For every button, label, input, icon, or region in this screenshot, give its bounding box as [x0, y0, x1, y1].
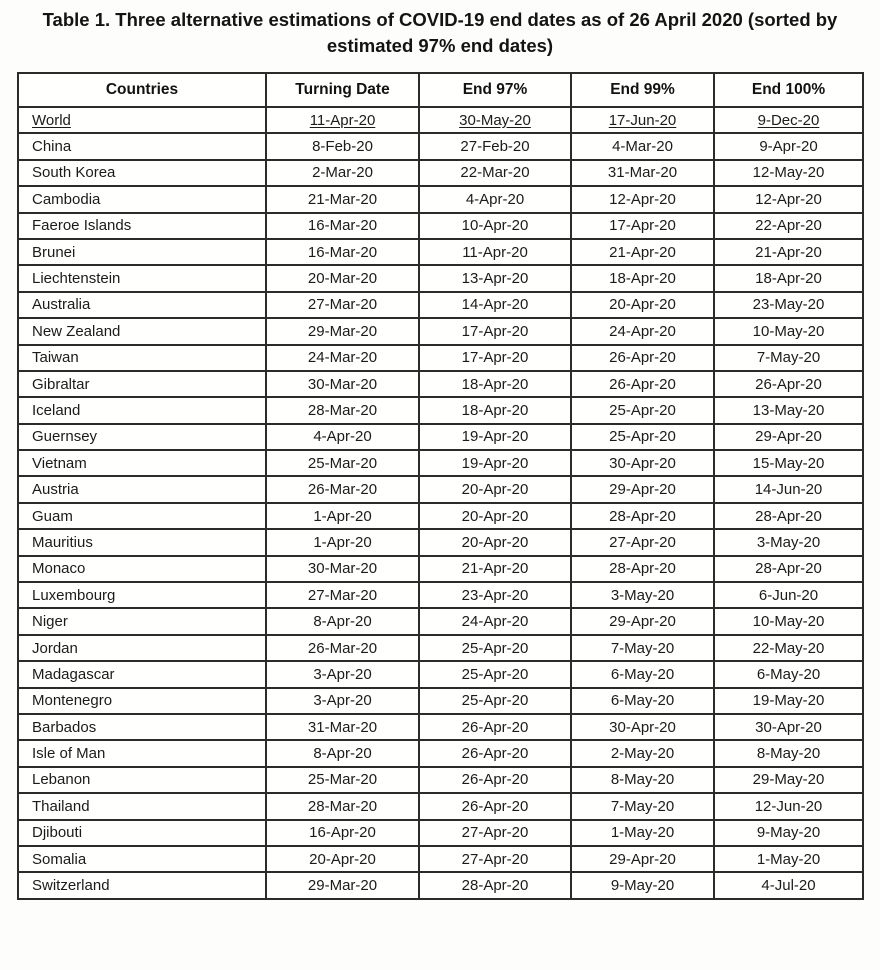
end-99-cell: 18-Apr-20 [571, 265, 714, 291]
country-cell: Taiwan [18, 345, 266, 371]
country-cell: Brunei [18, 239, 266, 265]
turning-date-cell: 8-Apr-20 [266, 740, 419, 766]
table-row [18, 529, 863, 555]
end-97-cell: 28-Apr-20 [419, 872, 571, 898]
country-cell: Luxembourg [18, 582, 266, 608]
turning-date-cell: 16-Mar-20 [266, 213, 419, 239]
end-100-cell: 29-May-20 [714, 767, 863, 793]
table-row [18, 318, 863, 344]
end-99-cell: 30-Apr-20 [571, 714, 714, 740]
end-99-cell: 7-May-20 [571, 793, 714, 819]
end-99-cell: 31-Mar-20 [571, 160, 714, 186]
turning-date-cell: 1-Apr-20 [266, 503, 419, 529]
end-97-cell: 27-Feb-20 [419, 133, 571, 159]
end-99-cell: 8-May-20 [571, 767, 714, 793]
end-97-cell: 19-Apr-20 [419, 450, 571, 476]
end-100-cell: 7-May-20 [714, 345, 863, 371]
end-100-cell: 12-May-20 [714, 160, 863, 186]
end-97-cell: 18-Apr-20 [419, 397, 571, 423]
end-100-cell: 3-May-20 [714, 529, 863, 555]
end-99-cell: 3-May-20 [571, 582, 714, 608]
country-cell: Barbados [18, 714, 266, 740]
column-header-end-100: End 100% [714, 73, 863, 107]
turning-date-cell: 31-Mar-20 [266, 714, 419, 740]
table-row [18, 635, 863, 661]
end-100-cell: 21-Apr-20 [714, 239, 863, 265]
end-97-cell: 24-Apr-20 [419, 608, 571, 634]
end-100-cell: 12-Jun-20 [714, 793, 863, 819]
end-97-cell: 26-Apr-20 [419, 714, 571, 740]
end-100-cell: 22-May-20 [714, 635, 863, 661]
table-row [18, 714, 863, 740]
country-cell: Jordan [18, 635, 266, 661]
turning-date-cell: 3-Apr-20 [266, 688, 419, 714]
table-row [18, 397, 863, 423]
end-97-cell: 26-Apr-20 [419, 767, 571, 793]
turning-date-cell: 20-Mar-20 [266, 265, 419, 291]
end-100-cell: 18-Apr-20 [714, 265, 863, 291]
table-row [18, 292, 863, 318]
end-97-cell: 20-Apr-20 [419, 476, 571, 502]
end-97-cell: 17-Apr-20 [419, 318, 571, 344]
end-99-cell: 21-Apr-20 [571, 239, 714, 265]
end-97-cell: 10-Apr-20 [419, 213, 571, 239]
end-99-cell: 24-Apr-20 [571, 318, 714, 344]
column-header-countries: Countries [18, 73, 266, 107]
header-row [18, 73, 863, 107]
end-100-cell: 22-Apr-20 [714, 213, 863, 239]
table-row [18, 265, 863, 291]
country-cell: Guernsey [18, 424, 266, 450]
end-99-cell: 1-May-20 [571, 820, 714, 846]
country-cell: Guam [18, 503, 266, 529]
country-cell: Niger [18, 608, 266, 634]
turning-date-cell: 8-Apr-20 [266, 608, 419, 634]
table-row [18, 450, 863, 476]
table-row [18, 556, 863, 582]
table-row [18, 476, 863, 502]
country-cell: Australia [18, 292, 266, 318]
end-100-cell: 10-May-20 [714, 318, 863, 344]
turning-date-cell: 1-Apr-20 [266, 529, 419, 555]
end-97-cell: 18-Apr-20 [419, 371, 571, 397]
end-100-cell: 6-Jun-20 [714, 582, 863, 608]
country-cell: Austria [18, 476, 266, 502]
end-97-cell: 20-Apr-20 [419, 529, 571, 555]
table-row [18, 186, 863, 212]
table-row [18, 661, 863, 687]
end-100-cell: 29-Apr-20 [714, 424, 863, 450]
end-100-cell: 15-May-20 [714, 450, 863, 476]
end-97-cell: 25-Apr-20 [419, 688, 571, 714]
table-title [0, 0, 880, 59]
turning-date-cell: 4-Apr-20 [266, 424, 419, 450]
turning-date-cell: 28-Mar-20 [266, 793, 419, 819]
end-99-cell: 30-Apr-20 [571, 450, 714, 476]
column-header-end-97: End 97% [419, 73, 571, 107]
end-97-cell: 21-Apr-20 [419, 556, 571, 582]
country-cell: Madagascar [18, 661, 266, 687]
country-cell: Vietnam [18, 450, 266, 476]
end-99-cell: 29-Apr-20 [571, 846, 714, 872]
end-97-cell: 20-Apr-20 [419, 503, 571, 529]
end-99-cell: 26-Apr-20 [571, 371, 714, 397]
end-97-cell: 13-Apr-20 [419, 265, 571, 291]
country-cell: Monaco [18, 556, 266, 582]
end-99-cell: 29-Apr-20 [571, 476, 714, 502]
country-cell: Mauritius [18, 529, 266, 555]
country-cell: New Zealand [18, 318, 266, 344]
end-97-cell: 23-Apr-20 [419, 582, 571, 608]
end-99-cell: 20-Apr-20 [571, 292, 714, 318]
end-100-cell: 8-May-20 [714, 740, 863, 766]
table-body [18, 107, 863, 899]
end-97-cell: 19-Apr-20 [419, 424, 571, 450]
turning-date-cell: 24-Mar-20 [266, 345, 419, 371]
end-97-cell: 26-Apr-20 [419, 740, 571, 766]
country-cell: Djibouti [18, 820, 266, 846]
end-99-cell: 17-Jun-20 [571, 107, 714, 133]
turning-date-cell: 28-Mar-20 [266, 397, 419, 423]
turning-date-cell: 8-Feb-20 [266, 133, 419, 159]
table-title-line1: Table 1. Three alternative estimations of COVID-19 end dates as of 26 April 2020 (sorted by [42, 9, 838, 30]
column-header-end-99: End 99% [571, 73, 714, 107]
end-97-cell: 17-Apr-20 [419, 345, 571, 371]
end-97-cell: 25-Apr-20 [419, 635, 571, 661]
end-100-cell: 13-May-20 [714, 397, 863, 423]
end-97-cell: 30-May-20 [419, 107, 571, 133]
turning-date-cell: 26-Mar-20 [266, 476, 419, 502]
turning-date-cell: 20-Apr-20 [266, 846, 419, 872]
turning-date-cell: 29-Mar-20 [266, 318, 419, 344]
table-row [18, 846, 863, 872]
turning-date-cell: 16-Apr-20 [266, 820, 419, 846]
end-99-cell: 6-May-20 [571, 661, 714, 687]
country-cell: Lebanon [18, 767, 266, 793]
end-97-cell: 4-Apr-20 [419, 186, 571, 212]
end-99-cell: 6-May-20 [571, 688, 714, 714]
end-100-cell: 26-Apr-20 [714, 371, 863, 397]
table-row [18, 424, 863, 450]
table-row [18, 213, 863, 239]
end-100-cell: 9-Dec-20 [714, 107, 863, 133]
turning-date-cell: 29-Mar-20 [266, 872, 419, 898]
end-100-cell: 19-May-20 [714, 688, 863, 714]
turning-date-cell: 30-Mar-20 [266, 371, 419, 397]
turning-date-cell: 25-Mar-20 [266, 450, 419, 476]
turning-date-cell: 27-Mar-20 [266, 292, 419, 318]
turning-date-cell: 25-Mar-20 [266, 767, 419, 793]
end-99-cell: 4-Mar-20 [571, 133, 714, 159]
turning-date-cell: 11-Apr-20 [266, 107, 419, 133]
table-title-line2: estimated 97% end dates) [326, 35, 554, 56]
end-97-cell: 27-Apr-20 [419, 846, 571, 872]
country-cell: World [18, 107, 266, 133]
table-row [18, 371, 863, 397]
end-99-cell: 26-Apr-20 [571, 345, 714, 371]
end-99-cell: 7-May-20 [571, 635, 714, 661]
end-100-cell: 9-Apr-20 [714, 133, 863, 159]
end-100-cell: 1-May-20 [714, 846, 863, 872]
turning-date-cell: 26-Mar-20 [266, 635, 419, 661]
end-97-cell: 27-Apr-20 [419, 820, 571, 846]
end-97-cell: 25-Apr-20 [419, 661, 571, 687]
country-cell: Cambodia [18, 186, 266, 212]
end-99-cell: 27-Apr-20 [571, 529, 714, 555]
country-cell: South Korea [18, 160, 266, 186]
turning-date-cell: 27-Mar-20 [266, 582, 419, 608]
end-99-cell: 28-Apr-20 [571, 503, 714, 529]
country-cell: Iceland [18, 397, 266, 423]
country-cell: Faeroe Islands [18, 213, 266, 239]
table-row [18, 345, 863, 371]
country-cell: China [18, 133, 266, 159]
table-row [18, 239, 863, 265]
end-100-cell: 28-Apr-20 [714, 503, 863, 529]
end-99-cell: 25-Apr-20 [571, 424, 714, 450]
covid-end-dates-table [17, 72, 864, 900]
table-row [18, 160, 863, 186]
table-row [18, 688, 863, 714]
table-row [18, 133, 863, 159]
country-cell: Montenegro [18, 688, 266, 714]
country-cell: Isle of Man [18, 740, 266, 766]
end-99-cell: 28-Apr-20 [571, 556, 714, 582]
end-97-cell: 22-Mar-20 [419, 160, 571, 186]
end-97-cell: 14-Apr-20 [419, 292, 571, 318]
end-99-cell: 2-May-20 [571, 740, 714, 766]
end-100-cell: 28-Apr-20 [714, 556, 863, 582]
end-97-cell: 11-Apr-20 [419, 239, 571, 265]
table-row [18, 107, 863, 133]
end-100-cell: 10-May-20 [714, 608, 863, 634]
table-row [18, 872, 863, 898]
turning-date-cell: 21-Mar-20 [266, 186, 419, 212]
end-100-cell: 14-Jun-20 [714, 476, 863, 502]
end-100-cell: 9-May-20 [714, 820, 863, 846]
table-row [18, 503, 863, 529]
country-cell: Somalia [18, 846, 266, 872]
country-cell: Switzerland [18, 872, 266, 898]
table-row [18, 582, 863, 608]
turning-date-cell: 30-Mar-20 [266, 556, 419, 582]
turning-date-cell: 3-Apr-20 [266, 661, 419, 687]
table-row [18, 608, 863, 634]
table-row [18, 740, 863, 766]
country-cell: Gibraltar [18, 371, 266, 397]
end-99-cell: 9-May-20 [571, 872, 714, 898]
country-cell: Thailand [18, 793, 266, 819]
end-99-cell: 17-Apr-20 [571, 213, 714, 239]
end-100-cell: 4-Jul-20 [714, 872, 863, 898]
end-100-cell: 23-May-20 [714, 292, 863, 318]
table-row [18, 820, 863, 846]
end-99-cell: 12-Apr-20 [571, 186, 714, 212]
end-100-cell: 12-Apr-20 [714, 186, 863, 212]
end-99-cell: 29-Apr-20 [571, 608, 714, 634]
end-99-cell: 25-Apr-20 [571, 397, 714, 423]
table-row [18, 793, 863, 819]
end-100-cell: 6-May-20 [714, 661, 863, 687]
table-row [18, 767, 863, 793]
end-100-cell: 30-Apr-20 [714, 714, 863, 740]
turning-date-cell: 16-Mar-20 [266, 239, 419, 265]
end-97-cell: 26-Apr-20 [419, 793, 571, 819]
column-header-turning-date: Turning Date [266, 73, 419, 107]
turning-date-cell: 2-Mar-20 [266, 160, 419, 186]
country-cell: Liechtenstein [18, 265, 266, 291]
